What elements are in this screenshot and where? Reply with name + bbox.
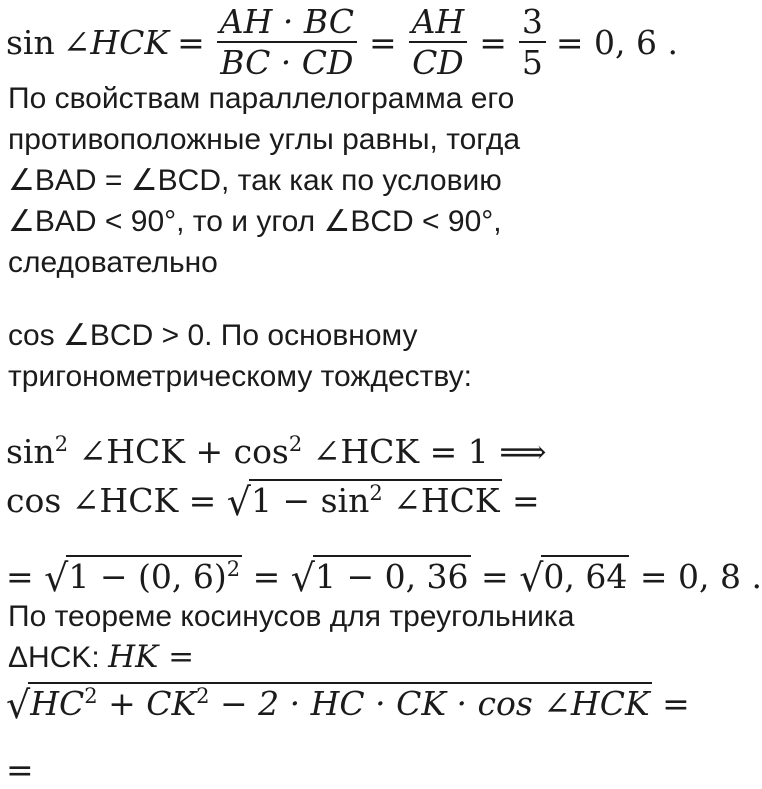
equation-continuation — [6, 750, 34, 789]
result-value: = 0, 6 . — [555, 22, 678, 62]
equals: = — [368, 22, 397, 62]
square-root — [290, 553, 471, 600]
exponent: 2 — [196, 684, 210, 708]
square-root — [519, 553, 629, 600]
text-line: противоположные углы равны, тогда — [8, 123, 521, 156]
exponent: 2 — [84, 684, 98, 708]
hck-label: HCK — [90, 22, 170, 62]
radicand: − 2 · HC · CK · cos ∠HCK — [209, 684, 650, 723]
equation-cos-value — [6, 553, 762, 600]
sin-label: sin — [6, 22, 55, 62]
text-line: тригонометрическому тождеству: — [8, 360, 473, 393]
radicand: ∠HCK — [382, 481, 500, 520]
radicand: HC — [30, 684, 85, 723]
fraction-numerator: 3 — [521, 2, 543, 41]
paragraph-parallelogram — [8, 78, 520, 283]
equals: = — [242, 557, 291, 596]
equals: = — [6, 557, 45, 596]
text-line: По теореме косинусов для треугольника — [8, 600, 575, 633]
expression: ∠HCK + cos — [78, 432, 289, 471]
fraction-numerator: AH — [411, 2, 465, 41]
equals: = — [177, 22, 205, 62]
text-line: ∠BAD < 90°, то и угол ∠BCD < 90°, — [8, 205, 502, 238]
equals: = — [6, 750, 34, 789]
paragraph-identity — [8, 315, 472, 397]
equals: = — [651, 684, 690, 723]
fraction-denominator: 5 — [519, 41, 546, 82]
text-line: следовательно — [8, 246, 218, 279]
equals: = — [470, 557, 520, 596]
exponent: 2 — [288, 432, 303, 456]
square-root — [44, 553, 242, 600]
text-line: cos ∠BCD > 0. По основному — [8, 319, 418, 352]
radicand: 1 − (0, 6) — [68, 557, 227, 596]
equals: = — [501, 481, 540, 520]
exponent: 2 — [226, 557, 241, 581]
equation-cos-hck — [6, 477, 540, 524]
radicand: 0, 64 — [543, 557, 628, 596]
sin-label: sin — [6, 432, 55, 471]
text-line: ∠BAD = ∠BCD, так как по условию — [8, 164, 502, 197]
square-root — [6, 680, 652, 727]
exponent: 2 — [54, 432, 69, 456]
equation-pythagorean-identity — [6, 432, 547, 471]
radicand: 1 − sin — [250, 481, 370, 520]
exponent: 2 — [369, 481, 383, 505]
square-root — [226, 477, 502, 524]
radical-icon: √ — [290, 556, 315, 600]
equation-sin-hck — [6, 2, 678, 82]
equals: = — [479, 22, 507, 62]
equation-law-of-cosines — [6, 680, 690, 727]
text-segment: ΔHCK: — [8, 641, 109, 674]
radical-icon: √ — [6, 683, 31, 727]
expression: ∠HCK = 1 ⟹ — [312, 432, 547, 471]
result-value: = 0, 8 . — [629, 557, 762, 596]
paragraph-law-of-cosines — [8, 596, 574, 678]
radical-icon: √ — [226, 480, 251, 524]
fraction-ah-cd — [409, 2, 468, 82]
text-line-with-math — [8, 637, 574, 678]
text-line: По свойствам параллелограмма его — [8, 82, 515, 115]
fraction-3-5 — [519, 2, 546, 82]
hk-expression: HK = — [108, 639, 195, 675]
fraction-ah-bc — [217, 2, 357, 82]
fraction-denominator: CD — [409, 41, 468, 82]
radical-icon: √ — [44, 556, 69, 600]
expression: cos ∠HCK = — [6, 481, 227, 520]
fraction-numerator: AH · BC — [219, 2, 354, 41]
radicand: + CK — [97, 684, 197, 723]
angle-symbol: ∠ — [62, 22, 91, 62]
radical-icon: √ — [519, 556, 544, 600]
fraction-denominator: BC · CD — [217, 41, 357, 82]
radicand: 1 − 0, 36 — [314, 557, 469, 596]
